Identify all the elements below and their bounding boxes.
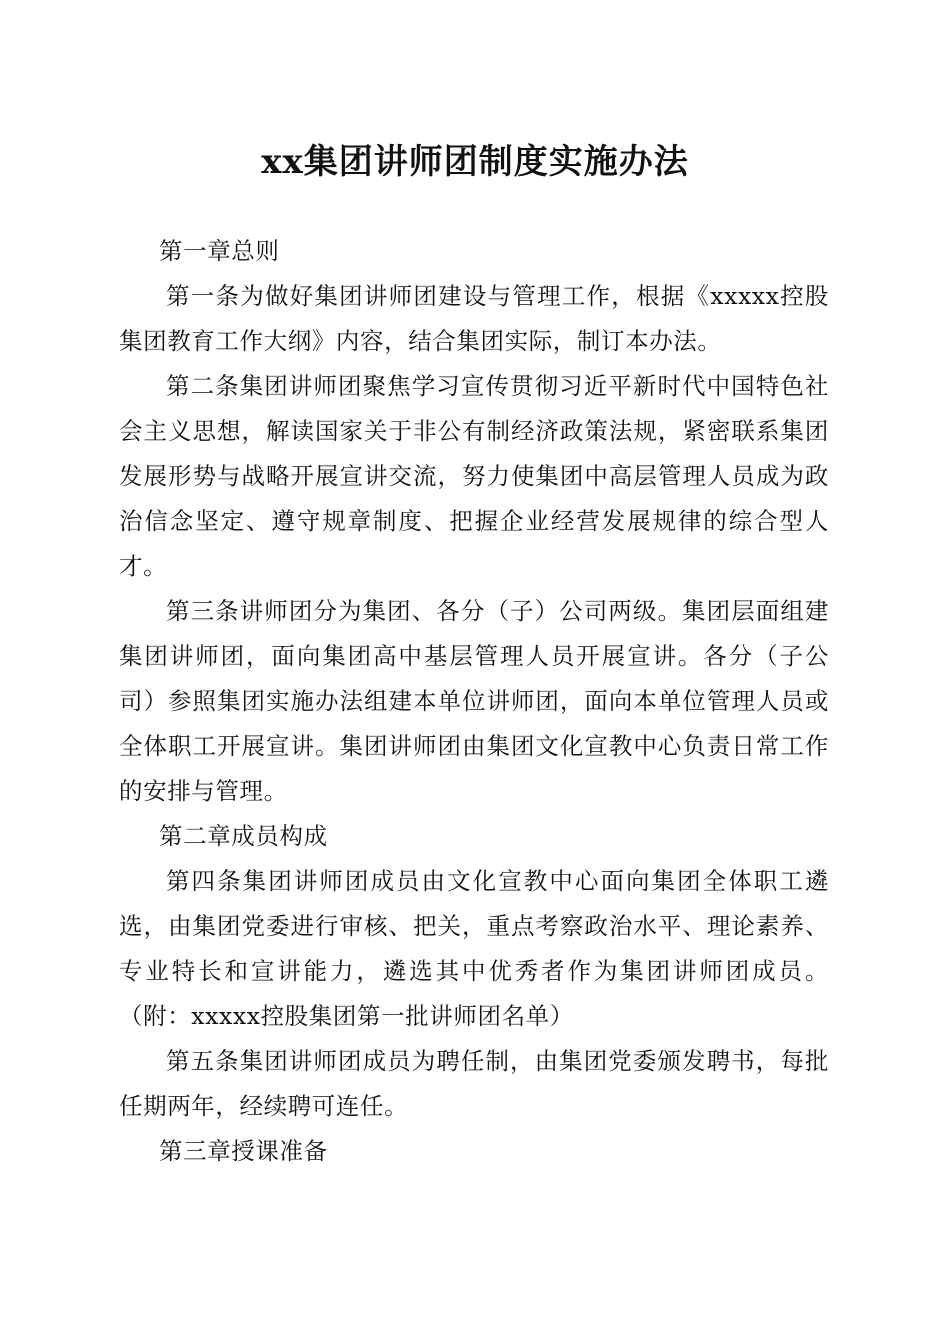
article-3: 第三条讲师团分为集团、各分（子）公司两级。集团层面组建集团讲师团，面向集团高中基层管理人员开展宣讲。各分（子公司）参照集团实施办法组建本单位讲师团，面向本单位管理人员或全体职工开展宣讲。集团讲师团由集团文化宣教中心负责日常工作的安排与管理。 — [119, 597, 829, 805]
article-1: 第一条为做好集团讲师团建设与管理工作，根据《xxxxx控股集团教育工作大纲》内容，结合集团实际，制订本办法。 — [119, 282, 829, 355]
document-title: xx集团讲师团制度实施办法 — [261, 142, 689, 182]
document-body — [119, 229, 829, 1174]
article-4: 第四条集团讲师团成员由文化宣教中心面向集团全体职工遴选，由集团党委进行审核、把关，重点考察政治水平、理论素养、专业特长和宣讲能力，遴选其中优秀者作为集团讲师团成员。（附：xxxxx控股集团第一批讲师团名单） — [119, 867, 829, 1030]
chapter-heading-2: 第二章成员构成 — [159, 822, 328, 850]
article-2: 第二条集团讲师团聚焦学习宣传贯彻习近平新时代中国特色社会主义思想，解读国家关于非公有制经济政策法规，紧密联系集团发展形势与战略开展宣讲交流，努力使集团中高层管理人员成为政治信念坚定、遵守规章制度、把握企业经营发展规律的综合型人才。 — [119, 372, 829, 580]
article-5: 第五条集团讲师团成员为聘任制，由集团党委颁发聘书，每批任期两年，经续聘可连任。 — [119, 1047, 829, 1120]
chapter-heading-3: 第三章授课准备 — [159, 1137, 328, 1165]
chapter-heading-1: 第一章总则 — [159, 237, 280, 265]
